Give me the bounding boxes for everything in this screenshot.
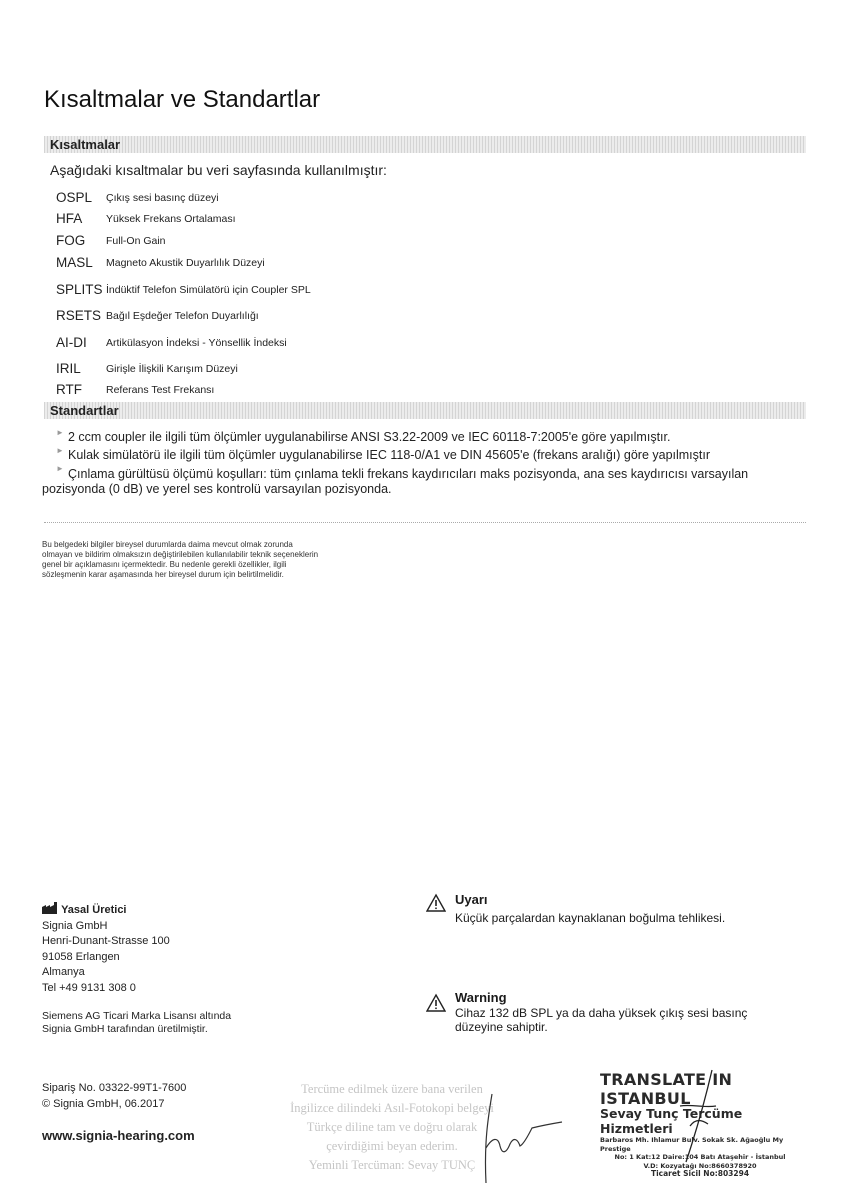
abbreviation-code: RSETS — [56, 308, 102, 323]
stamp-line: çevirdiğimi beyan ederim. — [326, 1139, 458, 1153]
warning-triangle-icon — [426, 993, 446, 1013]
standards-section-band — [44, 402, 806, 419]
warning-title: Uyarı — [455, 892, 488, 907]
translator-company-title: TRANSLATE IN ISTANBUL — [600, 1070, 733, 1108]
translator-company-subtitle: Sevay Tunç Tercüme Hizmetleri — [600, 1106, 743, 1136]
manufacturer-street: Henri-Dunant-Strasse 100 — [42, 935, 170, 947]
website-link[interactable]: www.signia-hearing.com — [42, 1128, 195, 1143]
bullet-arrow-icon: ► — [56, 464, 64, 473]
page-title: Kısaltmalar ve Standartlar — [44, 86, 321, 113]
stamp-line: Tercüme edilmek üzere bana verilen — [301, 1082, 483, 1096]
warning-title: Warning — [455, 990, 507, 1005]
translator-registry: Ticaret Sicil No:803294 — [650, 1169, 750, 1178]
abbreviation-description: Artikülasyon İndeksi - Yönsellik İndeksi — [106, 337, 287, 349]
license-line: Siemens AG Ticari Marka Lisansı altında — [42, 1010, 232, 1022]
manufacturer-phone: Tel +49 9131 308 0 — [42, 981, 136, 994]
warning-text: Küçük parçalardan kaynaklanan boğulma tehlikesi. — [455, 911, 726, 925]
warning-text-line: düzeyine sahiptir. — [455, 1020, 548, 1034]
warning-triangle-icon — [426, 893, 446, 913]
standard-item: Kulak simülatörü ile ilgili tüm ölçümler uygulanabilirse IEC 118-0/A1 ve DIN 45605'e (frekans aralığı) göre yapılmıştır — [68, 448, 711, 462]
manufacturer-country: Almanya — [42, 966, 85, 978]
disclaimer — [42, 540, 392, 580]
abbreviation-description: Magneto Akustik Duyarlılık Düzeyi — [106, 257, 265, 269]
license-line: Signia GmbH tarafından üretilmiştir. — [42, 1023, 208, 1035]
abbreviation-code: FOG — [56, 233, 86, 248]
signature-icon — [470, 1088, 570, 1188]
warning-text — [455, 1006, 795, 1034]
order-info — [42, 1080, 186, 1112]
copyright: © Signia GmbH, 06.2017 — [42, 1098, 165, 1110]
abbreviation-code: AI-DI — [56, 335, 87, 350]
manufacturer-city: 91058 Erlangen — [42, 950, 120, 963]
disclaimer-line: Bu belgedeki bilgiler bireysel durumlarda daima mevcut olmak zorunda — [42, 540, 293, 549]
abbreviation-code: IRIL — [56, 361, 81, 376]
disclaimer-line: sözleşmenin karar aşamasında her bireysel durum için belirtilmelidir. — [42, 570, 284, 579]
stamp-line: Yeminli Tercüman: Sevay TUNÇ — [308, 1158, 476, 1172]
translator-tax: V.D: Kozyatağı No:8660378920 — [643, 1161, 757, 1170]
translator-address: No: 1 Kat:12 Daire:104 Batı Ataşehir - İstanbul — [614, 1153, 786, 1161]
abbreviation-description: İndüktif Telefon Simülatörü için Coupler SPL — [106, 284, 311, 296]
abbreviation-description: Çıkış sesi basınç düzeyi — [106, 192, 219, 204]
abbreviation-code: SPLITS — [56, 282, 103, 297]
warning-text-line: Cihaz 132 dB SPL ya da daha yüksek çıkış sesi basınç — [455, 1006, 748, 1020]
standard-item: 2 ccm coupler ile ilgili tüm ölçümler uygulanabilirse ANSI S3.22-2009 ve IEC 60118-7:2005'e göre yapılmıştır. — [68, 430, 671, 444]
stamp-line: Türkçe diline tam ve doğru olarak — [306, 1120, 478, 1134]
disclaimer-line: genel bir açıklamasını içermektedir. Bu nedenle gerekli özellikler, ilgili — [42, 560, 287, 569]
license-note — [42, 1010, 231, 1036]
manufacturer-block — [42, 902, 170, 996]
abbreviations-heading: Kısaltmalar — [50, 137, 121, 152]
abbreviation-code: OSPL — [56, 190, 93, 205]
standard-item: Çınlama gürültüsü ölçümü koşulları: tüm çınlama tekli frekans kaydırıcıları maks pozisyonda, ana ses kaydırıcısı varsayılan — [68, 467, 749, 481]
abbreviation-code: MASL — [56, 255, 93, 270]
standards-heading: Standartlar — [50, 403, 119, 418]
abbreviation-code: HFA — [56, 211, 83, 226]
abbreviation-description: Girişle İlişkili Karışım Düzeyi — [106, 363, 238, 375]
abbreviation-description: Referans Test Frekansı — [106, 384, 215, 396]
abbreviations-intro: Aşağıdaki kısaltmalar bu veri sayfasında kullanılmıştır: — [50, 162, 387, 178]
company-signature-icon — [672, 1066, 732, 1166]
abbreviation-description: Bağıl Eşdeğer Telefon Duyarlılığı — [106, 310, 259, 322]
section-divider — [44, 522, 806, 523]
abbreviation-code: RTF — [56, 382, 82, 397]
translator-address: Barbaros Mh. Ihlamur Bulv. Sokak Sk. Ağaoğlu My Prestige — [600, 1136, 784, 1153]
abbreviations-section-band — [44, 136, 806, 153]
disclaimer-line: olmayan ve bildirim olmaksızın değiştirilebilen kullanılabilir teknik seçeneklerin — [42, 550, 319, 559]
bullet-arrow-icon: ► — [56, 446, 64, 455]
abbreviation-description: Full-On Gain — [106, 235, 166, 247]
manufacturer-name: Signia GmbH — [42, 919, 108, 932]
standard-item-continuation: pozisyonda (0 dB) ve yerel ses kontrolü varsayılan pozisyonda. — [42, 482, 392, 496]
stamp-line: İngilizce dilindeki Asıl-Fotokopi belgeyi — [290, 1101, 494, 1115]
bullet-arrow-icon: ► — [56, 428, 64, 437]
factory-icon — [42, 902, 58, 914]
manufacturer-heading: Yasal Üretici — [61, 904, 127, 916]
abbreviation-description: Yüksek Frekans Ortalaması — [106, 213, 236, 225]
order-number: Sipariş No. 03322-99T1-7600 — [42, 1082, 187, 1094]
